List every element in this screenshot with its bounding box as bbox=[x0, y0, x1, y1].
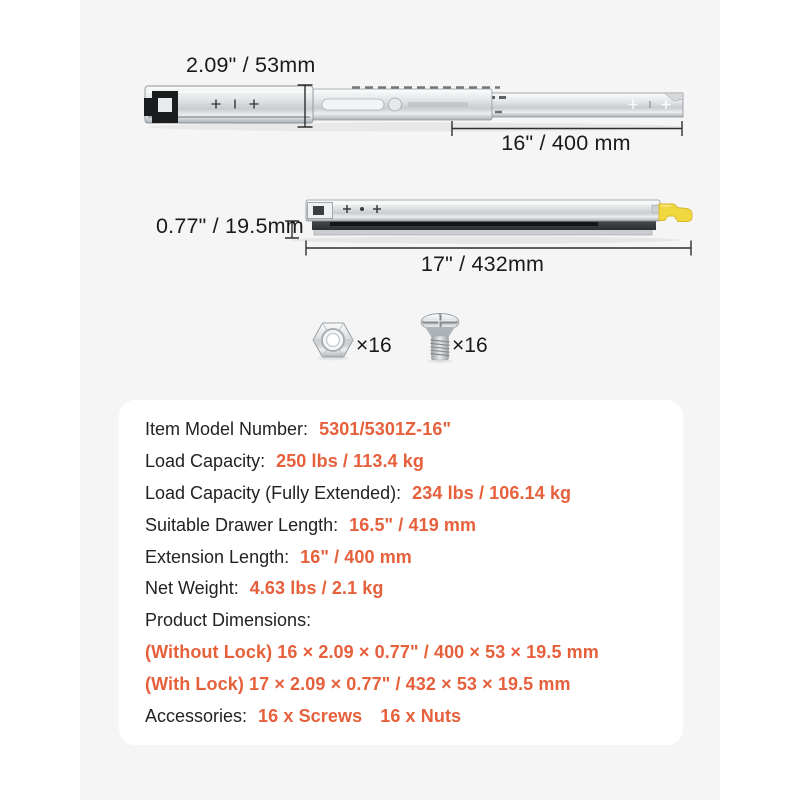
spec-label: Load Capacity: bbox=[145, 451, 266, 472]
spec-row-model bbox=[145, 414, 683, 446]
spec-value: 4.63 lbs / 2.1 kg bbox=[249, 578, 384, 599]
spec-row-product-dimensions-header bbox=[145, 605, 683, 637]
spec-row-dimensions-with-lock bbox=[145, 668, 683, 700]
spec-value: 234 lbs / 106.14 kg bbox=[412, 482, 572, 503]
spec-row-dimensions-without-lock bbox=[145, 637, 683, 669]
spec-row-extension-length bbox=[145, 541, 683, 573]
drawer-slide-closed-graphic bbox=[290, 200, 692, 244]
spec-label: Suitable Drawer Length: bbox=[145, 514, 339, 535]
dim-total-length-label: 17" / 432mm bbox=[420, 252, 545, 276]
spec-value: (With Lock) 17 × 2.09 × 0.77" / 432 × 53 × 19.5 mm bbox=[145, 673, 571, 694]
spec-label: Accessories: bbox=[145, 705, 248, 726]
spec-value-nuts: 16 x Nuts bbox=[380, 705, 462, 726]
spec-value: 250 lbs / 113.4 kg bbox=[276, 451, 424, 472]
screw-count-label: ×16 bbox=[452, 334, 488, 357]
spec-row-net-weight bbox=[145, 573, 683, 605]
spec-label: Item Model Number: bbox=[145, 419, 309, 440]
hex-nut-icon bbox=[313, 323, 353, 360]
spec-row-load-capacity bbox=[145, 446, 683, 478]
spec-value-screws: 16 x Screws bbox=[258, 705, 363, 726]
lock-lever bbox=[659, 204, 692, 222]
spec-value: 16.5" / 419 mm bbox=[349, 514, 477, 535]
drawer-slide-extended-graphic bbox=[144, 86, 683, 132]
dim-width-label: 2.09" / 53mm bbox=[186, 53, 316, 77]
spec-label: Load Capacity (Fully Extended): bbox=[145, 482, 402, 503]
spec-value: (Without Lock) 16 × 2.09 × 0.77" / 400 × 53 × 19.5 mm bbox=[145, 641, 599, 662]
spec-label: Extension Length: bbox=[145, 546, 290, 567]
spec-card bbox=[119, 400, 683, 745]
nut-count-label: ×16 bbox=[356, 334, 392, 357]
dim-extension-label: 16" / 400 mm bbox=[501, 131, 631, 155]
spec-row-load-capacity-extended bbox=[145, 478, 683, 510]
spec-label: Product Dimensions: bbox=[145, 610, 312, 631]
spec-row-accessories bbox=[145, 700, 683, 732]
spec-value: 16" / 400 mm bbox=[300, 546, 412, 567]
spec-value: 5301/5301Z-16" bbox=[319, 419, 452, 440]
spec-label: Net Weight: bbox=[145, 578, 239, 599]
spec-row-drawer-length bbox=[145, 509, 683, 541]
dim-height-label: 0.77" / 19.5mm bbox=[156, 214, 304, 238]
